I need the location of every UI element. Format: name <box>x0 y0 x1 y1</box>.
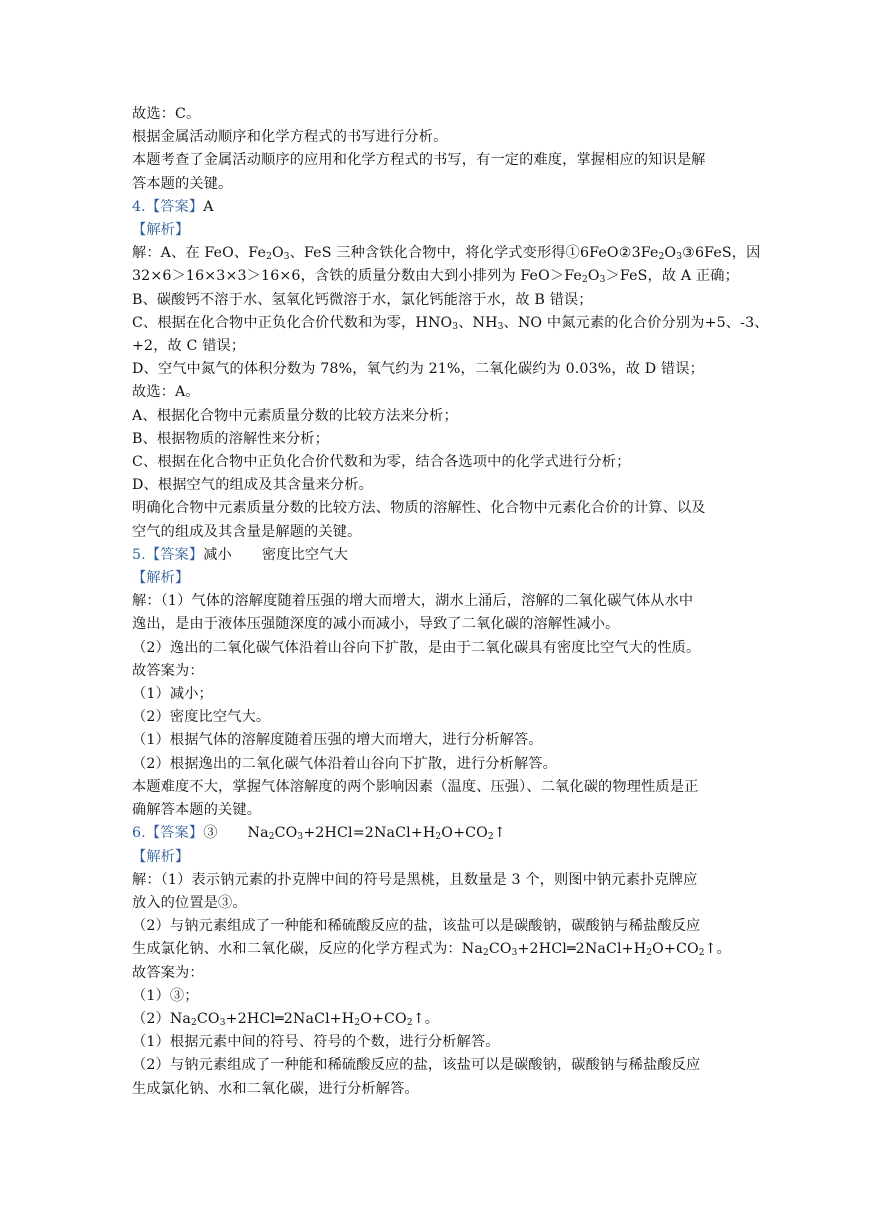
answer-explanation-body <box>132 103 769 1101</box>
text-run: （2）Na <box>132 1010 192 1027</box>
subscript: 2 <box>482 948 489 959</box>
analysis-heading: 【解析】 <box>132 222 190 239</box>
text-line: （2）密度比空气大。 <box>132 709 271 726</box>
text-line: 根据金属活动顺序和化学方程式的书写进行分析。 <box>132 129 448 146</box>
text-run: 、FeS 三种含铁化合物中，将化学式变形得①6FeO②3Fe <box>289 245 659 262</box>
text-run: +2HCl=2NaCl+H <box>303 825 436 842</box>
answer-label: 【答案】 <box>145 546 204 563</box>
answer-label: 【答案】 <box>145 825 204 842</box>
text-run: CO <box>488 941 512 958</box>
text-line: +2，故 C 错误； <box>132 338 246 355</box>
text-run: O <box>587 268 600 285</box>
text-line: 生成氯化钠、水和二氧化碳，进行分析解答。 <box>132 1080 419 1097</box>
subscript: 2 <box>354 1017 361 1028</box>
text-line: 确解答本题的关键。 <box>132 802 262 819</box>
text-line: 明确化合物中元素质量分数的比较方法、物质的溶解性、化合物中元素化合价的计算、以及 <box>132 500 706 517</box>
text-line: A、根据化合物中元素质量分数的比较方法来分析； <box>132 407 458 424</box>
text-line: D、根据空气的组成及其含量来分析。 <box>132 477 373 494</box>
analysis-heading: 【解析】 <box>132 848 190 865</box>
formula-line <box>132 242 761 265</box>
subscript: 3 <box>676 252 683 263</box>
subscript: 2 <box>487 832 494 843</box>
text-line: （1）③； <box>132 987 199 1004</box>
subscript: 3 <box>283 252 290 263</box>
text-run: ③6FeS，因 <box>682 245 761 262</box>
text-line: 本题考查了金属活动顺序的应用和化学方程式的书写，有一定的难度，掌握相应的知识是解 <box>132 152 706 169</box>
text-line: 逸出，是由于液体压强随深度的减小而减小，导致了二氧化碳的溶解性减小。 <box>132 616 620 633</box>
answer-label: 【答案】 <box>145 198 204 215</box>
subscript: 3 <box>219 1017 226 1028</box>
text-run: ↑。 <box>412 1010 440 1027</box>
text-line: 空气的组成及其含量是解题的关键。 <box>132 523 362 540</box>
subscript: 3 <box>452 321 459 332</box>
text-line: B、根据物质的溶解性来分析； <box>132 430 329 447</box>
text-line: 故选：A。 <box>132 384 200 401</box>
formula-line <box>132 938 749 961</box>
analysis-heading: 【解析】 <box>132 570 190 587</box>
subscript: 2 <box>698 948 705 959</box>
question-number: 6. <box>132 825 146 842</box>
text-line: （1）根据元素中间的符号、符号的个数，进行分析解答。 <box>132 1034 500 1051</box>
text-run: +2HCl═2NaCl+H <box>517 941 647 958</box>
text-run: ＞FeS，故 A 正确； <box>605 268 739 285</box>
text-line: （2）逸出的二氧化碳气体沿着山谷向下扩散，是由于二氧化碳具有密度比空气大的性质。 <box>132 639 701 656</box>
text-run: O+CO <box>441 825 488 842</box>
text-line: 故答案为： <box>132 964 204 981</box>
text-run: 生成氯化钠、水和二氧化碳，反应的化学方程式为：Na <box>132 941 483 958</box>
subscript: 2 <box>581 275 588 286</box>
subscript: 2 <box>406 1017 413 1028</box>
formula-line <box>132 1008 749 1031</box>
text-run: ↑ <box>493 825 506 842</box>
text-line: （2）与钠元素组成了一种能和稀硫酸反应的盐，该盐可以是碳酸钠，碳酸钠与稀盐酸反应 <box>132 1057 701 1074</box>
answer-value-2: 密度比空气大 <box>261 546 348 563</box>
text-run: CO <box>274 825 298 842</box>
text-run: O+CO <box>360 1010 407 1027</box>
text-run: O <box>271 245 284 262</box>
text-run: 解：A、在 FeO、Fe <box>132 245 267 262</box>
answer-value: ③ <box>203 825 218 842</box>
text-line: （2）根据逸出的二氧化碳气体沿着山谷向下扩散，进行分析解答。 <box>132 755 557 772</box>
subscript: 2 <box>191 1017 197 1028</box>
chemical-equation <box>248 825 506 841</box>
subscript: 2 <box>646 948 653 959</box>
subscript: 3 <box>599 275 606 286</box>
subscript: 2 <box>435 832 442 843</box>
text-run: 、NH <box>458 314 498 331</box>
text-run: O+CO <box>652 941 699 958</box>
text-line: 解：（1）气体的溶解度随着压强的增大而增大，湖水上涌后，溶解的二氧化碳气体从水中 <box>132 593 694 610</box>
question-number: 5. <box>132 546 146 563</box>
text-run: Na <box>247 825 269 842</box>
text-line: 本题难度不大，掌握气体溶解度的两个影响因素（温度、压强）、二氧化碳的物理性质是正 <box>132 778 699 795</box>
text-run: O <box>664 245 677 262</box>
text-run: CO <box>196 1010 220 1027</box>
text-run: C、根据在化合物中正负化合价代数和为零，HNO <box>132 314 453 331</box>
text-line: 解：（1）表示钠元素的扑克牌中间的符号是黑桃，且数量是 3 个，则图中钠元素扑克牌应 <box>132 871 698 888</box>
answer-line <box>132 544 749 567</box>
answer-line <box>132 196 749 219</box>
question-number: 4. <box>132 198 146 215</box>
answer-value: A <box>203 198 214 215</box>
text-line: （2）与钠元素组成了一种能和稀硫酸反应的盐，该盐可以是碳酸钠，碳酸钠与稀盐酸反应 <box>132 918 701 935</box>
subscript: 2 <box>266 252 272 263</box>
text-run: ↑。 <box>704 941 732 958</box>
formula-line <box>132 312 769 335</box>
subscript: 2 <box>658 252 665 263</box>
text-line: B、碳酸钙不溶于水、氢氧化钙微溶于水，氯化钙能溶于水，故 B 错误； <box>132 291 593 308</box>
text-line: （1）根据气体的溶解度随着压强的增大而增大，进行分析解答。 <box>132 732 543 749</box>
formula-line <box>132 265 749 288</box>
subscript: 2 <box>268 832 275 843</box>
subscript: 3 <box>511 948 518 959</box>
text-run: +2HCl═2NaCl+H <box>225 1010 355 1027</box>
subscript: 3 <box>297 832 304 843</box>
answer-value: 减小 <box>203 546 232 563</box>
text-line: 放入的位置是③。 <box>132 894 247 911</box>
text-line: D、空气中氮气的体积分数为 78%，氧气约为 21%，二氧化碳约为 0.03%，故 D 错误； <box>132 361 704 378</box>
text-line: 故答案为： <box>132 662 204 679</box>
text-line: C、根据在化合物中正负化合价代数和为零，结合各选项中的化学式进行分析； <box>132 454 631 471</box>
text-line: （1）减小； <box>132 686 213 703</box>
text-line: 故选：C。 <box>132 106 201 122</box>
text-run: 、NO 中氮元素的化合价分别为+5、-3、 <box>503 314 769 331</box>
subscript: 3 <box>497 321 504 332</box>
text-run: 32×6＞16×3×3＞16×6，含铁的质量分数由大到小排列为 FeO＞Fe <box>132 268 582 285</box>
answer-line <box>132 822 749 845</box>
text-line: 答本题的关键。 <box>132 175 233 192</box>
